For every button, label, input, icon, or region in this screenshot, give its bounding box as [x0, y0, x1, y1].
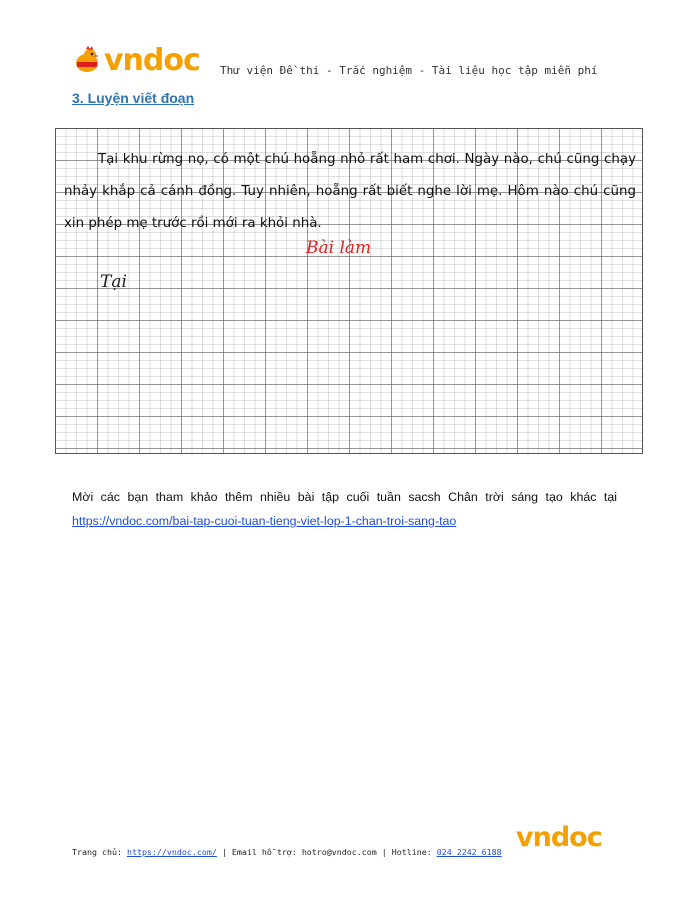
vndoc-logo[interactable]	[72, 42, 202, 78]
footer-separator: |	[221, 847, 227, 857]
answer-start-word: Tại	[100, 272, 127, 292]
footer-email-label: Email hỗ trợ:	[231, 847, 297, 857]
chicken-mascot-icon	[72, 45, 102, 75]
sample-passage: Tại khu rừng nọ, có một chú hoẵng nhỏ rất ham chơi. Ngày nào, chú cũng chạy nhảy khắp cả cánh đồng. Tuy nhiên, hoẵng rất biết nghe lời mẹ. Hôm nào chú cũng xin phép mẹ trước rồi mới ra khỏi nhà.	[64, 152, 636, 231]
footer-email: hotro@vndoc.com	[301, 847, 377, 857]
footer-home-link[interactable]: https://vndoc.com/	[126, 847, 217, 857]
logo-text: vndoc	[104, 42, 200, 78]
footer-hotline-label: Hotline:	[391, 847, 432, 857]
footer-logo[interactable]: vndoc	[516, 822, 602, 853]
answer-heading: Bài làm	[306, 238, 372, 258]
footer	[72, 847, 502, 857]
invite-text: Mời các bạn tham khảo thêm nhiều bài tập cuối tuần sacsh Chân trời sáng tạo khác tại	[72, 490, 617, 504]
footer-separator: |	[381, 847, 387, 857]
header-tagline: Thư viện Đề thi - Trắc nghiệm - Tài liệu học tập miễn phí	[220, 64, 598, 77]
invite-link[interactable]: https://vndoc.com/bai-tap-cuoi-tuan-tieng-viet-lop-1-chan-troi-sang-tao	[72, 514, 457, 528]
footer-home-label: Trang chủ:	[72, 847, 122, 857]
footer-hotline[interactable]: 024 2242 6188	[436, 847, 502, 857]
section-title: 3. Luyện viết đoạn	[72, 90, 195, 106]
